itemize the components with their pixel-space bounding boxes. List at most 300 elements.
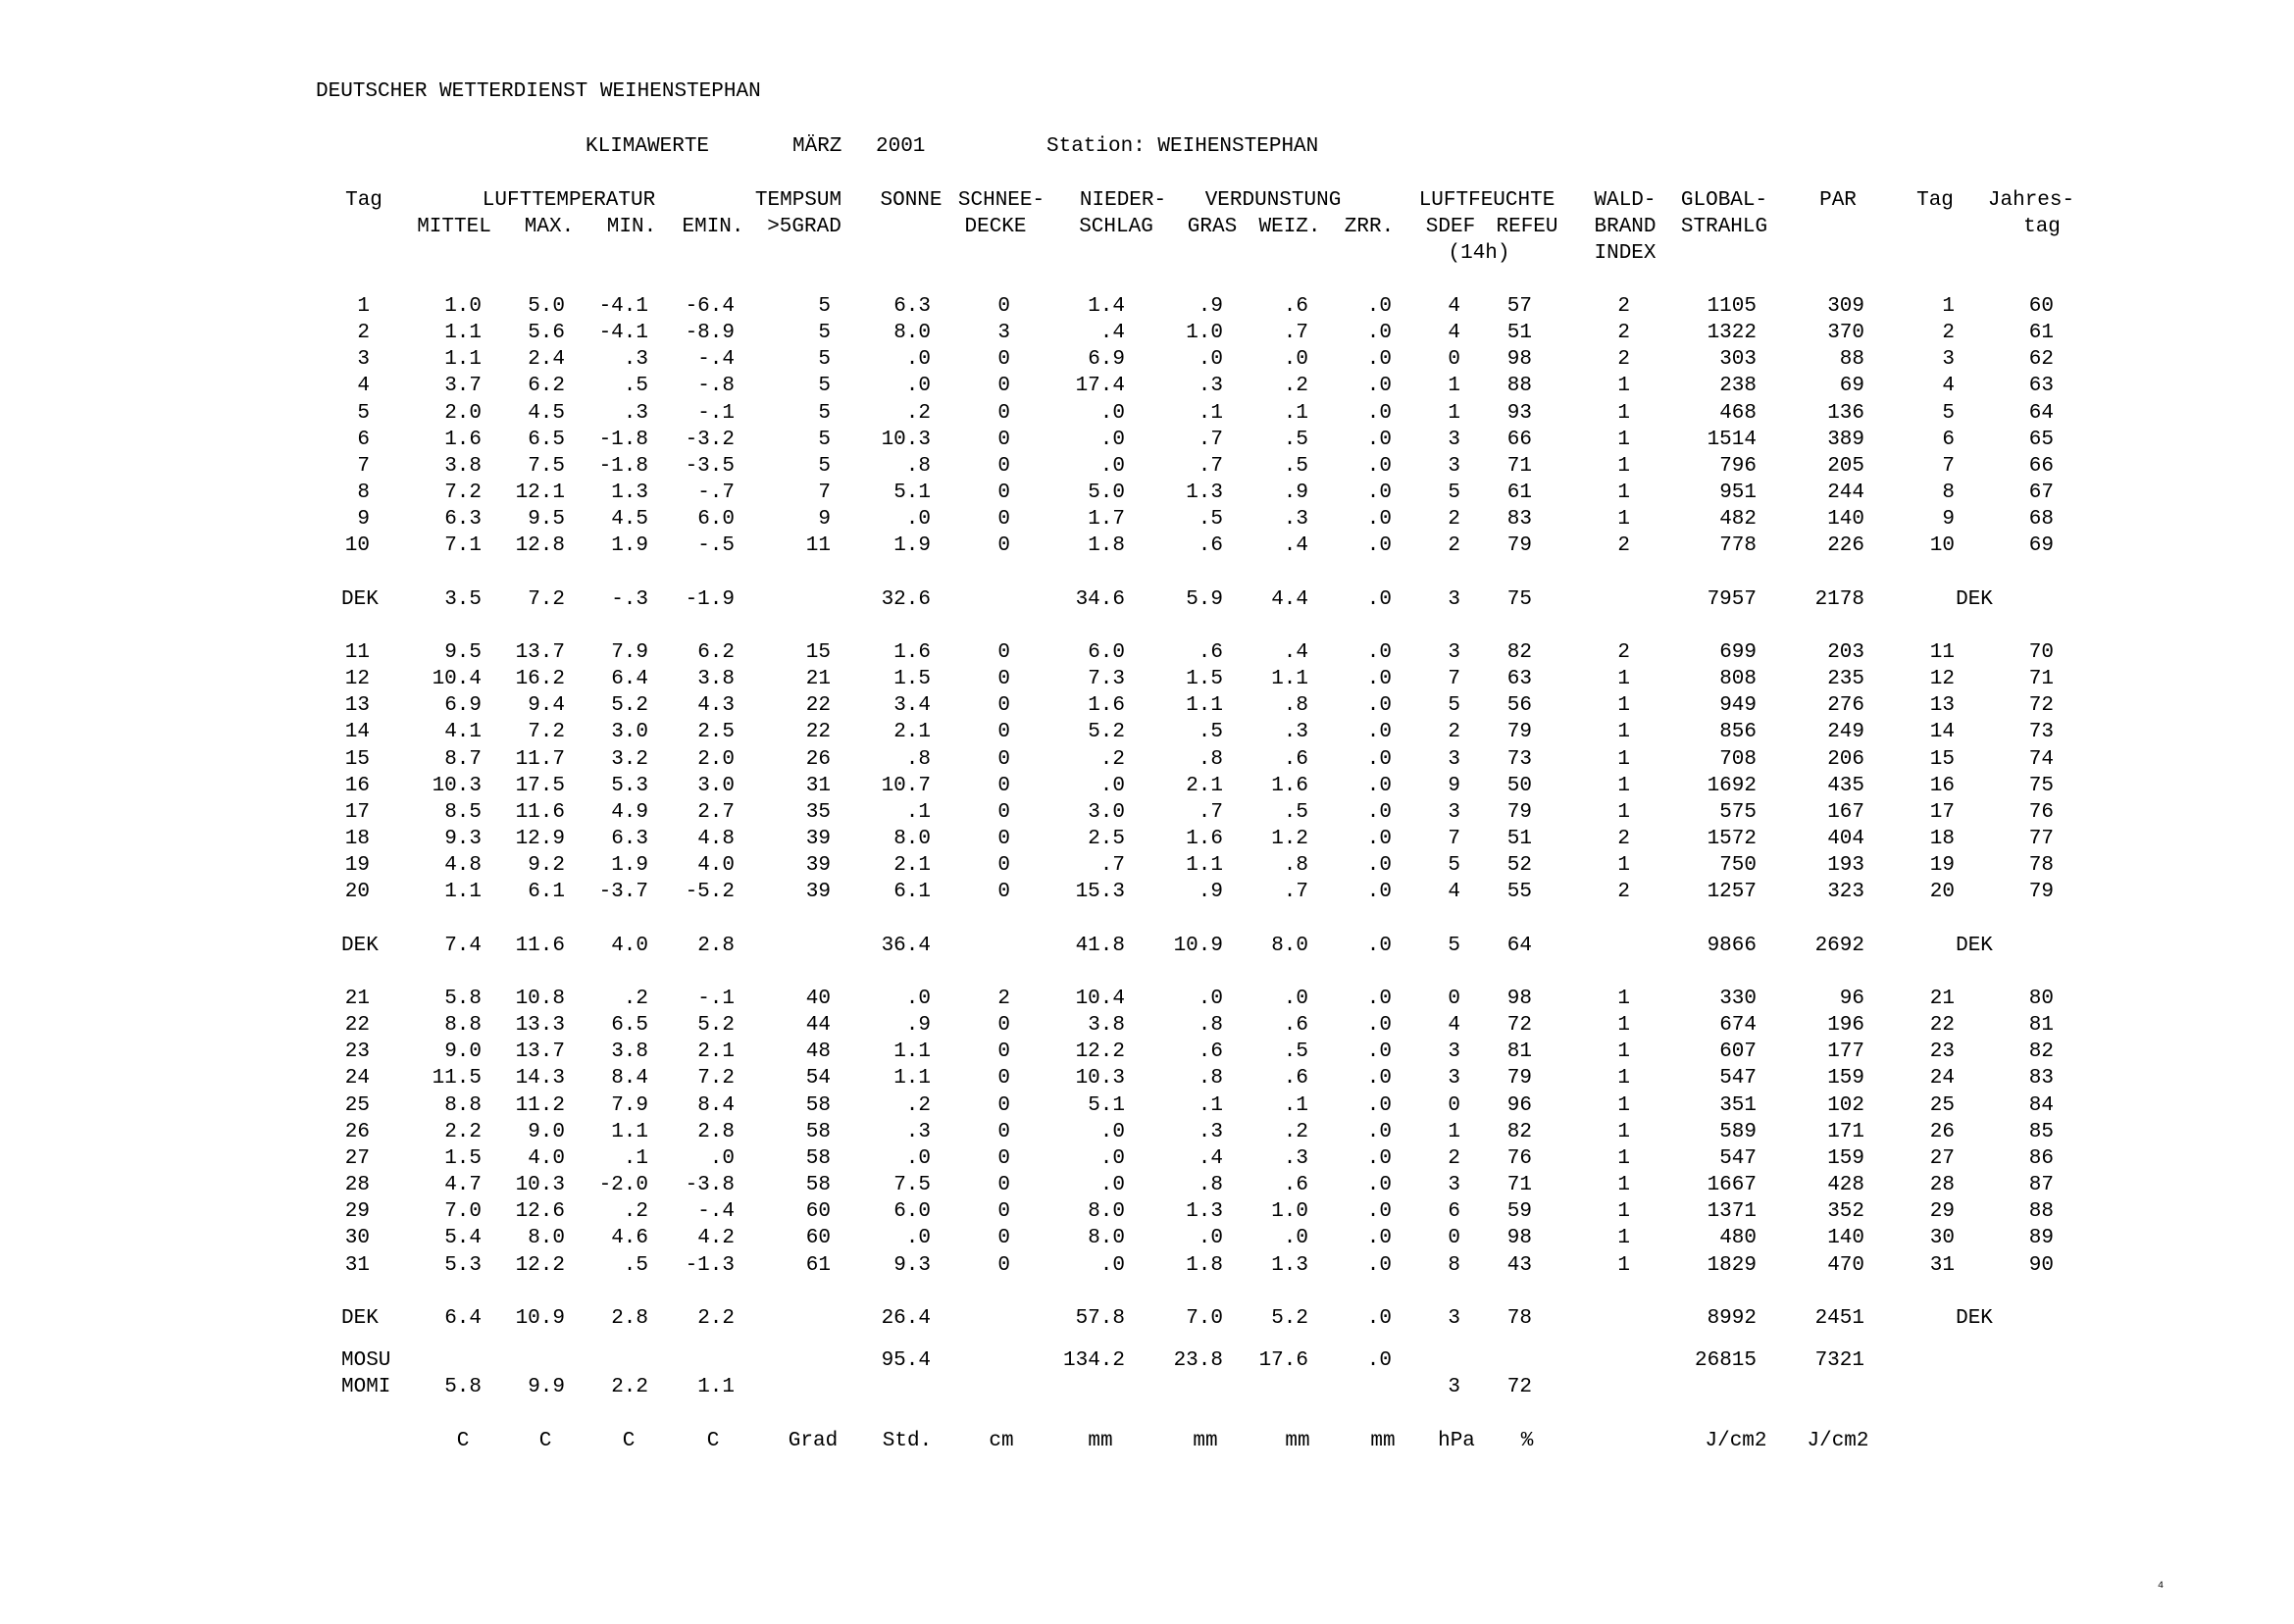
table-cell: .0 (905, 508, 931, 531)
table-cell: 856 (1719, 721, 1757, 743)
table-cell: 9 (818, 508, 831, 531)
table-cell: 28 (1929, 1174, 1955, 1196)
table-cell: .5 (1283, 801, 1308, 824)
table-cell: 17.5 (515, 775, 565, 797)
table-cell: 1371 (1707, 1200, 1757, 1223)
table-cell: 11 (1929, 641, 1955, 664)
table-cell: 71 (2028, 668, 2054, 690)
table-cell: 778 (1719, 534, 1757, 557)
table-cell: 1 (1617, 668, 1630, 690)
table-cell: .8 (1198, 1014, 1223, 1037)
table-cell: 6.4 (444, 1307, 482, 1330)
table-cell: 8.8 (444, 1014, 482, 1037)
table-cell: 244 (1827, 482, 1864, 504)
table-cell: 4.9 (611, 801, 648, 824)
table-cell: 98 (1506, 988, 1532, 1010)
table-cell: 74 (2028, 748, 2054, 771)
table-cell: C (538, 1430, 552, 1452)
table-cell: 79 (1506, 534, 1532, 557)
table-cell: 8.0 (528, 1227, 565, 1249)
table-cell: 1.2 (1271, 828, 1308, 850)
table-cell: 15 (1929, 748, 1955, 771)
table-cell: 9.5 (444, 641, 482, 664)
table-cell: 1.1 (444, 881, 482, 903)
table-cell: 6.4 (611, 668, 648, 690)
table-cell: 5 (357, 402, 370, 425)
table-cell: 102 (1827, 1094, 1864, 1117)
table-cell: 24 (344, 1067, 370, 1090)
table-cell: 9 (357, 508, 370, 531)
table-cell: 56 (1506, 694, 1532, 717)
table-cell: 136 (1827, 402, 1864, 425)
table-cell: 3.0 (611, 721, 648, 743)
table-cell: 6.5 (611, 1014, 648, 1037)
table-cell: 951 (1719, 482, 1757, 504)
table-cell: 1 (1617, 801, 1630, 824)
table-cell: 140 (1827, 508, 1864, 531)
table-cell: 13.7 (515, 1040, 565, 1063)
table-cell: .1 (1198, 402, 1223, 425)
table-cell: .0 (905, 1227, 931, 1249)
col-refeu: REFEU (1496, 216, 1558, 238)
table-cell: 0 (1448, 1227, 1460, 1249)
table-cell: -.4 (697, 1200, 735, 1223)
table-cell: 9.9 (528, 1376, 565, 1398)
table-cell: .0 (1366, 935, 1392, 957)
table-cell: 8.0 (1271, 935, 1308, 957)
table-cell: 1.1 (444, 322, 482, 344)
table-cell: 22 (805, 721, 831, 743)
table-cell: 6.1 (528, 881, 565, 903)
table-cell: .0 (1366, 429, 1392, 451)
col-global: GLOBAL- (1680, 189, 1768, 212)
table-cell: 1 (1617, 1200, 1630, 1223)
table-cell: 26 (344, 1121, 370, 1143)
table-cell: C (456, 1430, 470, 1452)
table-cell: 0 (1448, 348, 1460, 371)
table-cell: .1 (1283, 1094, 1308, 1117)
table-cell: 64 (1506, 935, 1532, 957)
table-cell: 36.4 (881, 935, 931, 957)
table-cell: .6 (1283, 1067, 1308, 1090)
table-cell: 52 (1506, 854, 1532, 877)
table-cell: 1.6 (893, 641, 931, 664)
table-cell: 1 (1448, 1121, 1460, 1143)
table-cell: 31 (805, 775, 831, 797)
table-cell: 60 (2028, 295, 2054, 318)
table-cell: 4.0 (528, 1147, 565, 1170)
table-cell: 3.0 (1088, 801, 1125, 824)
table-cell: 0 (997, 1067, 1010, 1090)
table-cell: 1 (1617, 694, 1630, 717)
table-cell: 6 (357, 429, 370, 451)
table-cell: 2.1 (893, 721, 931, 743)
table-cell: 5 (818, 455, 831, 478)
table-cell: 83 (2028, 1067, 2054, 1090)
table-cell: 80 (2028, 988, 2054, 1010)
table-cell: 5.2 (611, 694, 648, 717)
table-cell: 7957 (1707, 588, 1757, 611)
table-cell: 6.3 (893, 295, 931, 318)
table-cell: 1.3 (1186, 482, 1223, 504)
table-cell: 21 (805, 668, 831, 690)
table-cell: 60 (805, 1200, 831, 1223)
table-cell: 12.2 (515, 1254, 565, 1277)
table-cell: 4.6 (611, 1227, 648, 1249)
table-cell: 26.4 (881, 1307, 931, 1330)
table-cell: 6.1 (893, 881, 931, 903)
table-cell: .0 (1366, 748, 1392, 771)
table-cell: DEK (1956, 935, 1993, 957)
table-cell: 1 (1617, 988, 1630, 1010)
table-cell: .8 (1198, 1174, 1223, 1196)
table-cell: 2.2 (611, 1376, 648, 1398)
table-cell: 72 (1506, 1376, 1532, 1398)
table-cell: 1.3 (1186, 1200, 1223, 1223)
table-cell: .0 (1366, 1174, 1392, 1196)
table-cell: 4.0 (611, 935, 648, 957)
table-cell: 65 (2028, 429, 2054, 451)
table-cell: 10.3 (1075, 1067, 1125, 1090)
table-cell: .0 (1366, 668, 1392, 690)
table-cell: .0 (1366, 402, 1392, 425)
table-cell: .0 (1366, 1014, 1392, 1037)
col-mittel: MITTEL (417, 216, 491, 238)
table-cell: 1.0 (1186, 322, 1223, 344)
table-cell: 1.0 (1271, 1200, 1308, 1223)
table-cell: 1572 (1707, 828, 1757, 850)
table-cell: .0 (1366, 295, 1392, 318)
table-cell: .0 (1366, 1349, 1392, 1372)
table-cell: 1257 (1707, 881, 1757, 903)
table-cell: 708 (1719, 748, 1757, 771)
table-cell: -.4 (697, 348, 735, 371)
table-cell: -1.9 (685, 588, 735, 611)
table-cell: 1322 (1707, 322, 1757, 344)
table-cell: 5.9 (1186, 588, 1223, 611)
table-cell: 2.0 (444, 402, 482, 425)
table-cell: 43 (1506, 1254, 1532, 1277)
table-cell: 39 (805, 881, 831, 903)
table-cell: 2 (1942, 322, 1955, 344)
table-cell: 59 (1506, 1200, 1532, 1223)
table-cell: hPa (1438, 1430, 1475, 1452)
table-cell: 1 (1617, 775, 1630, 797)
table-cell: 177 (1827, 1040, 1864, 1063)
table-cell: 15 (805, 641, 831, 664)
table-cell: 1 (1617, 1040, 1630, 1063)
table-cell: 12.8 (515, 534, 565, 557)
table-cell: 13.3 (515, 1014, 565, 1037)
table-cell: 6.9 (444, 694, 482, 717)
table-cell: 69 (2028, 534, 2054, 557)
table-cell: 17 (344, 801, 370, 824)
table-cell: 203 (1827, 641, 1864, 664)
table-cell: .8 (905, 455, 931, 478)
col-max: MAX. (524, 216, 575, 238)
table-cell: 29 (1929, 1200, 1955, 1223)
table-cell: 0 (997, 402, 1010, 425)
table-cell: 1.1 (1186, 854, 1223, 877)
table-cell: 205 (1827, 455, 1864, 478)
table-cell: 12.2 (1075, 1040, 1125, 1063)
table-cell: 76 (1506, 1147, 1532, 1170)
table-cell: .6 (1198, 641, 1223, 664)
table-cell: .4 (1198, 1147, 1223, 1170)
table-cell: 4 (357, 375, 370, 397)
table-cell: 3 (1448, 1040, 1460, 1063)
table-cell: 10.9 (515, 1307, 565, 1330)
table-cell: 1 (1617, 721, 1630, 743)
table-cell: .0 (905, 988, 931, 1010)
table-cell: 1105 (1707, 295, 1757, 318)
table-cell: 468 (1719, 402, 1757, 425)
table-cell: 1.3 (1271, 1254, 1308, 1277)
table-cell: 22 (805, 694, 831, 717)
table-cell: 1 (1617, 1094, 1630, 1117)
table-cell: 8.0 (1088, 1200, 1125, 1223)
table-cell: 4.8 (697, 828, 735, 850)
table-cell: 20 (1929, 881, 1955, 903)
table-cell: 351 (1719, 1094, 1757, 1117)
table-cell: 5.2 (697, 1014, 735, 1037)
col-emin: EMIN. (682, 216, 744, 238)
table-cell: 51 (1506, 322, 1532, 344)
table-cell: 23 (344, 1040, 370, 1063)
table-cell: 68 (2028, 508, 2054, 531)
table-cell: 5 (1448, 935, 1460, 957)
table-cell: 10.8 (515, 988, 565, 1010)
col-luftfeuchte: LUFTFEUCHTE (1418, 189, 1555, 212)
table-cell: .0 (1099, 455, 1125, 478)
col-tag-right: Tag (1916, 189, 1954, 212)
table-cell: .0 (1283, 348, 1308, 371)
table-cell: 5 (818, 402, 831, 425)
table-cell: 93 (1506, 402, 1532, 425)
table-cell: 0 (997, 1200, 1010, 1223)
table-cell: 89 (2028, 1227, 2054, 1249)
table-cell: 4.5 (611, 508, 648, 531)
col-verdunstung: VERDUNSTUNG (1204, 189, 1342, 212)
table-cell: 6 (1448, 1200, 1460, 1223)
table-cell: .5 (623, 375, 648, 397)
table-cell: .8 (1283, 854, 1308, 877)
table-cell: .0 (1366, 801, 1392, 824)
table-cell: 750 (1719, 854, 1757, 877)
table-cell: .5 (1283, 429, 1308, 451)
table-cell: 27 (344, 1147, 370, 1170)
table-cell: 7.0 (444, 1200, 482, 1223)
table-cell: 2692 (1814, 935, 1864, 957)
table-cell: -1.8 (598, 429, 648, 451)
table-cell: 6 (1942, 429, 1955, 451)
table-cell: 79 (2028, 881, 2054, 903)
table-cell: .3 (623, 348, 648, 371)
col-nieder: NIEDER- (1079, 189, 1167, 212)
table-cell: 9.5 (528, 508, 565, 531)
table-cell: 1.1 (893, 1067, 931, 1090)
table-cell: 16 (1929, 775, 1955, 797)
table-cell: 8.4 (697, 1094, 735, 1117)
table-cell: .0 (1366, 1307, 1392, 1330)
table-cell: 1.6 (1186, 828, 1223, 850)
table-cell: 3 (357, 348, 370, 371)
table-cell: 0 (997, 694, 1010, 717)
table-cell: 10.9 (1173, 935, 1223, 957)
table-cell: 3.8 (611, 1040, 648, 1063)
table-cell: .0 (1366, 775, 1392, 797)
col-schlag: SCHLAG (1079, 216, 1153, 238)
table-cell: 5.1 (893, 482, 931, 504)
table-cell: .6 (1283, 1174, 1308, 1196)
table-cell: .1 (1283, 402, 1308, 425)
table-cell: 3 (1448, 748, 1460, 771)
table-cell: 31 (344, 1254, 370, 1277)
table-cell: .9 (1198, 881, 1223, 903)
col-lufttemperatur: LUFTTEMPERATUR (482, 189, 656, 212)
table-cell: 428 (1827, 1174, 1864, 1196)
table-cell: 1.1 (1271, 668, 1308, 690)
table-cell: 134.2 (1062, 1349, 1125, 1372)
col-min: MIN. (606, 216, 657, 238)
table-cell: 50 (1506, 775, 1532, 797)
table-cell: 21 (344, 988, 370, 1010)
table-cell: 9 (1448, 775, 1460, 797)
table-cell: 5 (818, 429, 831, 451)
table-cell: .0 (905, 375, 931, 397)
table-cell: 61 (1506, 482, 1532, 504)
table-cell: 14 (344, 721, 370, 743)
table-cell: 276 (1827, 694, 1864, 717)
table-cell: -8.9 (685, 322, 735, 344)
table-cell: 78 (1506, 1307, 1532, 1330)
table-cell: .0 (1099, 429, 1125, 451)
table-cell: 81 (2028, 1014, 2054, 1037)
table-cell: 949 (1719, 694, 1757, 717)
table-cell: -.7 (697, 482, 735, 504)
table-cell: .7 (1283, 881, 1308, 903)
table-cell: mm (1285, 1430, 1310, 1452)
table-cell: 8.5 (444, 801, 482, 824)
table-cell: 5.4 (444, 1227, 482, 1249)
table-cell: 25 (344, 1094, 370, 1117)
table-cell: 2.8 (611, 1307, 648, 1330)
table-cell: -.5 (697, 534, 735, 557)
table-cell: 1.1 (444, 348, 482, 371)
table-cell: 404 (1827, 828, 1864, 850)
table-cell: 66 (1506, 429, 1532, 451)
table-cell: 482 (1719, 508, 1757, 531)
table-cell: 10.3 (515, 1174, 565, 1196)
table-cell: 82 (2028, 1040, 2054, 1063)
table-cell: 0 (997, 1147, 1010, 1170)
table-cell: 3 (1448, 1307, 1460, 1330)
table-cell: 7 (1448, 668, 1460, 690)
table-cell: 2 (1617, 828, 1630, 850)
table-cell: 54 (805, 1067, 831, 1090)
table-cell: 61 (2028, 322, 2054, 344)
table-cell: -.8 (697, 375, 735, 397)
table-cell: 5.8 (444, 988, 482, 1010)
table-cell: .8 (1198, 748, 1223, 771)
table-cell: 2451 (1814, 1307, 1864, 1330)
table-cell: 7.1 (444, 534, 482, 557)
table-cell: 63 (1506, 668, 1532, 690)
table-cell: 226 (1827, 534, 1864, 557)
table-cell: 249 (1827, 721, 1864, 743)
table-cell: 3 (1448, 1067, 1460, 1090)
table-cell: .5 (1198, 508, 1223, 531)
table-cell: 58 (805, 1094, 831, 1117)
table-cell: 7.2 (697, 1067, 735, 1090)
table-cell: 12.6 (515, 1200, 565, 1223)
table-cell: 1 (357, 295, 370, 318)
table-cell: 11.5 (432, 1067, 482, 1090)
table-cell: .0 (1283, 988, 1308, 1010)
table-cell: 6.0 (697, 508, 735, 531)
table-cell: 3.8 (444, 455, 482, 478)
table-cell: .4 (1283, 534, 1308, 557)
table-cell: .2 (1283, 1121, 1308, 1143)
table-cell: 1.7 (1088, 508, 1125, 531)
table-cell: 5.6 (528, 322, 565, 344)
table-cell: 2 (1617, 641, 1630, 664)
table-cell: 1 (1942, 295, 1955, 318)
table-cell: 1.8 (1088, 534, 1125, 557)
table-cell: -.1 (697, 402, 735, 425)
table-cell: -.1 (697, 988, 735, 1010)
table-cell: 95.4 (881, 1349, 931, 1372)
table-cell: DEK (341, 1307, 379, 1330)
table-cell: 8 (1448, 1254, 1460, 1277)
table-cell: 4.0 (697, 854, 735, 877)
table-cell: 1 (1617, 1174, 1630, 1196)
table-cell: 6.5 (528, 429, 565, 451)
table-cell: 5.2 (1088, 721, 1125, 743)
table-cell: .0 (1366, 694, 1392, 717)
table-cell: 85 (2028, 1121, 2054, 1143)
table-cell: 0 (997, 668, 1010, 690)
table-cell: 81 (1506, 1040, 1532, 1063)
table-cell: C (706, 1430, 720, 1452)
table-cell: .5 (1198, 721, 1223, 743)
table-cell: 6.3 (611, 828, 648, 850)
table-cell: .0 (1366, 588, 1392, 611)
table-cell: 3 (1448, 801, 1460, 824)
table-cell: 1514 (1707, 429, 1757, 451)
table-cell: 7.0 (1186, 1307, 1223, 1330)
table-cell: .0 (1366, 1067, 1392, 1090)
table-cell: 64 (2028, 402, 2054, 425)
table-cell: 2.5 (1088, 828, 1125, 850)
table-cell: 5.1 (1088, 1094, 1125, 1117)
table-cell: 1 (1617, 375, 1630, 397)
col-jahres: Jahres- (1987, 189, 2075, 212)
table-cell: .7 (1283, 322, 1308, 344)
table-cell: 0 (997, 1014, 1010, 1037)
table-cell: 16 (344, 775, 370, 797)
table-cell: .0 (1366, 1227, 1392, 1249)
table-cell: 699 (1719, 641, 1757, 664)
table-cell: 5.0 (528, 295, 565, 318)
table-cell: 6.3 (444, 508, 482, 531)
table-cell: 7.2 (528, 588, 565, 611)
table-cell: 6.2 (697, 641, 735, 664)
table-cell: 10.4 (1075, 988, 1125, 1010)
table-cell: 3.2 (611, 748, 648, 771)
table-cell: 1667 (1707, 1174, 1757, 1196)
table-cell: 13 (344, 694, 370, 717)
